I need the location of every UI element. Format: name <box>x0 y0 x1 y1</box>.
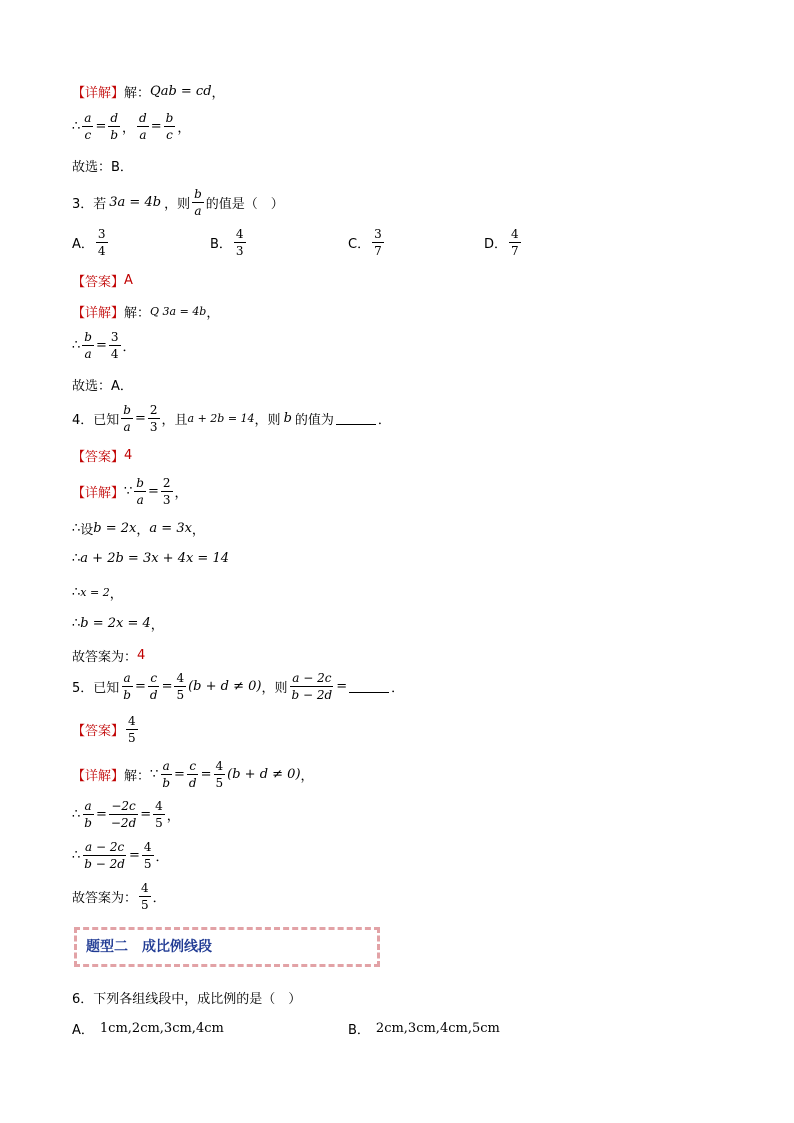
q5-detail-line-2: ∴ $\frac{a}{b}$ = $\frac{-2c}{-2d}$ = $\frac{4}{5}$ ， <box>72 799 180 830</box>
math-expr: a + 2b = 3x + 4x = 14 <box>80 551 230 566</box>
final-value: 4 <box>137 648 146 663</box>
answer-blank <box>336 412 376 425</box>
q3-condition: 3a = 4b <box>109 195 162 210</box>
fraction: $\frac{b}{a}$ <box>194 187 202 218</box>
fraction: $\frac{c}{d}$ <box>188 759 197 790</box>
fraction: $\frac{3}{4}$ <box>97 227 106 258</box>
fraction: $\frac{d}{b}$ <box>110 111 119 142</box>
math-expr: Qab = cd <box>150 84 212 99</box>
fraction: $\frac{a}{c}$ <box>84 111 92 142</box>
q4-mid: ，且 <box>161 413 188 428</box>
fraction: $\frac{4}{5}$ <box>143 840 152 871</box>
q5-mid: ，则 <box>261 681 288 696</box>
fraction: $\frac{b}{a}$ <box>84 330 92 361</box>
q4-step-1: ∴ 设 b = 2x ， a = 3x ， <box>72 521 205 538</box>
answer-tag: 【答案】 <box>72 275 125 290</box>
fraction: $\frac{4}{7}$ <box>511 227 519 258</box>
fraction: $\frac{2}{3}$ <box>162 476 171 507</box>
math-expr: Q 3a = 4b <box>150 305 207 318</box>
detail-tag: 【详解】 <box>72 306 125 321</box>
q4-mid2: ，则 <box>254 413 281 428</box>
q4-detail-line-1: 【详解】 ∵ $\frac{b}{a}$ = $\frac{2}{3}$ ， <box>72 476 188 507</box>
q3-option-c <box>348 228 386 257</box>
q3-answer-line <box>72 271 133 290</box>
fraction: $\frac{d}{a}$ <box>139 111 147 142</box>
choose-label: 故选： <box>72 379 112 394</box>
fraction: $\frac{a - 2c}{b - 2d}$ <box>84 840 125 871</box>
because-symbol: ∵ <box>124 484 133 499</box>
comma: ， <box>211 86 225 101</box>
choose-value: B． <box>111 160 133 175</box>
therefore-symbol: ∴ <box>72 585 81 600</box>
fraction: $\frac{c}{d}$ <box>149 671 158 702</box>
therefore-symbol: ∴ <box>72 807 81 822</box>
option-label: C． <box>348 237 371 252</box>
fraction: $\frac{b}{a}$ <box>123 403 131 434</box>
q5-condition: (b + d ≠ 0) <box>188 679 262 694</box>
option-label: B． <box>348 1023 370 1038</box>
option-label: B． <box>210 237 232 252</box>
fraction: $\frac{4}{5}$ <box>176 671 185 702</box>
answer-value: A <box>124 273 133 288</box>
q3-option-b <box>210 228 248 257</box>
q4-final <box>72 646 145 665</box>
solve-label: 解： <box>124 306 151 321</box>
q5-condition: (b + d ≠ 0) <box>227 767 301 782</box>
q3-suffix: 的值是（ ） <box>205 197 284 212</box>
fraction: $\frac{a}{b}$ <box>84 799 92 830</box>
choose-line <box>72 156 133 175</box>
q4-condition: a + 2b = 14 <box>187 412 255 425</box>
therefore-symbol: ∴ <box>72 119 81 134</box>
option-label: D． <box>484 237 508 252</box>
fraction: $\frac{b}{a}$ <box>136 476 144 507</box>
detail-tag: 【详解】 <box>72 769 125 784</box>
q3-detail-line-2: ∴ $\frac{b}{a}$ = $\frac{3}{4}$ ． <box>72 330 136 361</box>
choose-label: 故选： <box>72 160 112 175</box>
q4-step-3: ∴ x = 2 ， <box>72 585 123 602</box>
detail-line-2: ∴ $\frac{a}{c}$ = $\frac{d}{b}$ ， $\frac{d}{a}$ = $\frac{b}{c}$ ， <box>72 111 191 142</box>
q6-option-a <box>72 1019 224 1038</box>
q4-step-2 <box>72 551 229 566</box>
option-label: A． <box>72 237 94 252</box>
therefore-symbol: ∴ <box>72 551 81 566</box>
q3-option-d <box>484 228 523 257</box>
q4-step-4: ∴ b = 2x = 4 ， <box>72 616 164 633</box>
q6-option-b <box>348 1019 500 1038</box>
period: ． <box>377 413 391 428</box>
answer-blank <box>349 680 389 693</box>
math-expr: b = 2x = 4 <box>80 616 151 631</box>
therefore-symbol: ∴ <box>72 848 81 863</box>
answer-tag: 【答案】 <box>72 450 125 465</box>
fraction: $\frac{4}{5}$ <box>215 759 224 790</box>
fraction: $\frac{4}{5}$ <box>128 714 136 745</box>
option-text: 1cm,2cm,3cm,4cm <box>99 1021 224 1036</box>
because-symbol: ∵ <box>150 767 159 782</box>
question-3 <box>72 188 284 217</box>
q4-answer-line <box>72 446 132 465</box>
q4-suffix: 的值为 <box>294 413 334 428</box>
q5-detail-line-1: 【详解】 解： ∵ $\frac{a}{b}$ = $\frac{c}{d}$ = $\frac{4}{5}$ (b + d ≠ 0) ， <box>72 759 314 790</box>
detail-tag: 【详解】 <box>72 486 125 501</box>
option-text: 2cm,3cm,4cm,5cm <box>375 1021 500 1036</box>
math-expr: a = 3x <box>149 521 192 536</box>
therefore-symbol: ∴ <box>72 521 81 536</box>
fraction: $\frac{a}{b}$ <box>162 759 170 790</box>
section-title: 题型二 成比例线段 <box>86 939 212 955</box>
final-label: 故答案为： <box>72 891 138 906</box>
period: ． <box>391 681 405 696</box>
detail-tag: 【详解】 <box>72 86 125 101</box>
question-5: 5．已知 $\frac{a}{b}$ = $\frac{c}{d}$ = $\frac{4}{5}$ (b + d ≠ 0) ，则 $\frac{a - 2c}{b - 2d}$ = ． <box>72 671 405 702</box>
solve-label: 解： <box>124 769 151 784</box>
therefore-symbol: ∴ <box>72 338 81 353</box>
fraction: $\frac{3}{7}$ <box>374 227 382 258</box>
q5-prefix: 5．已知 <box>72 681 120 696</box>
fraction: $\frac{4}{5}$ <box>155 799 163 830</box>
answer-tag: 【答案】 <box>72 724 125 739</box>
q3-detail-line-1: 【详解】 解： Q 3a = 4b ， <box>72 302 219 321</box>
q3-option-a <box>72 228 110 257</box>
fraction: $\frac{4}{3}$ <box>235 227 244 258</box>
q5-final: 故答案为： $\frac{4}{5}$ ． <box>72 881 166 912</box>
question-4: 4．已知 $\frac{b}{a}$ = $\frac{2}{3}$ ，且 a + 2b = 14 ，则 b 的值为 ． <box>72 403 391 434</box>
q3-prefix: 3．若 <box>72 197 107 212</box>
fraction: $\frac{a - 2c}{b - 2d}$ <box>291 671 333 702</box>
choose-value: A． <box>111 379 133 394</box>
math-expr: b = 2x <box>93 521 137 536</box>
fraction: $\frac{4}{5}$ <box>141 881 149 912</box>
question-6 <box>72 988 301 1007</box>
therefore-symbol: ∴ <box>72 616 81 631</box>
fraction: $\frac{2}{3}$ <box>149 403 158 434</box>
math-expr: x = 2 <box>80 586 110 599</box>
detail-line-1 <box>72 82 225 101</box>
q4-prefix: 4．已知 <box>72 413 120 428</box>
step-text: 设 <box>80 523 94 538</box>
fraction: $\frac{3}{4}$ <box>110 330 119 361</box>
fraction: $\frac{a}{b}$ <box>123 671 131 702</box>
option-label: A． <box>72 1023 94 1038</box>
fraction: $\frac{-2c}{-2d}$ <box>110 799 137 830</box>
q3-choose-line <box>72 375 133 394</box>
solve-label: 解： <box>124 86 151 101</box>
q6-text: 6．下列各组线段中，成比例的是（ ） <box>72 992 302 1007</box>
q5-detail-line-3: ∴ $\frac{a - 2c}{b - 2d}$ = $\frac{4}{5}$ ． <box>72 840 169 871</box>
q5-answer-line <box>72 715 140 744</box>
answer-value: 4 <box>124 448 133 463</box>
final-label: 故答案为： <box>72 650 138 665</box>
q3-mid: ，则 <box>164 197 191 212</box>
q4-variable: b <box>283 411 292 426</box>
fraction: $\frac{b}{c}$ <box>165 111 174 142</box>
